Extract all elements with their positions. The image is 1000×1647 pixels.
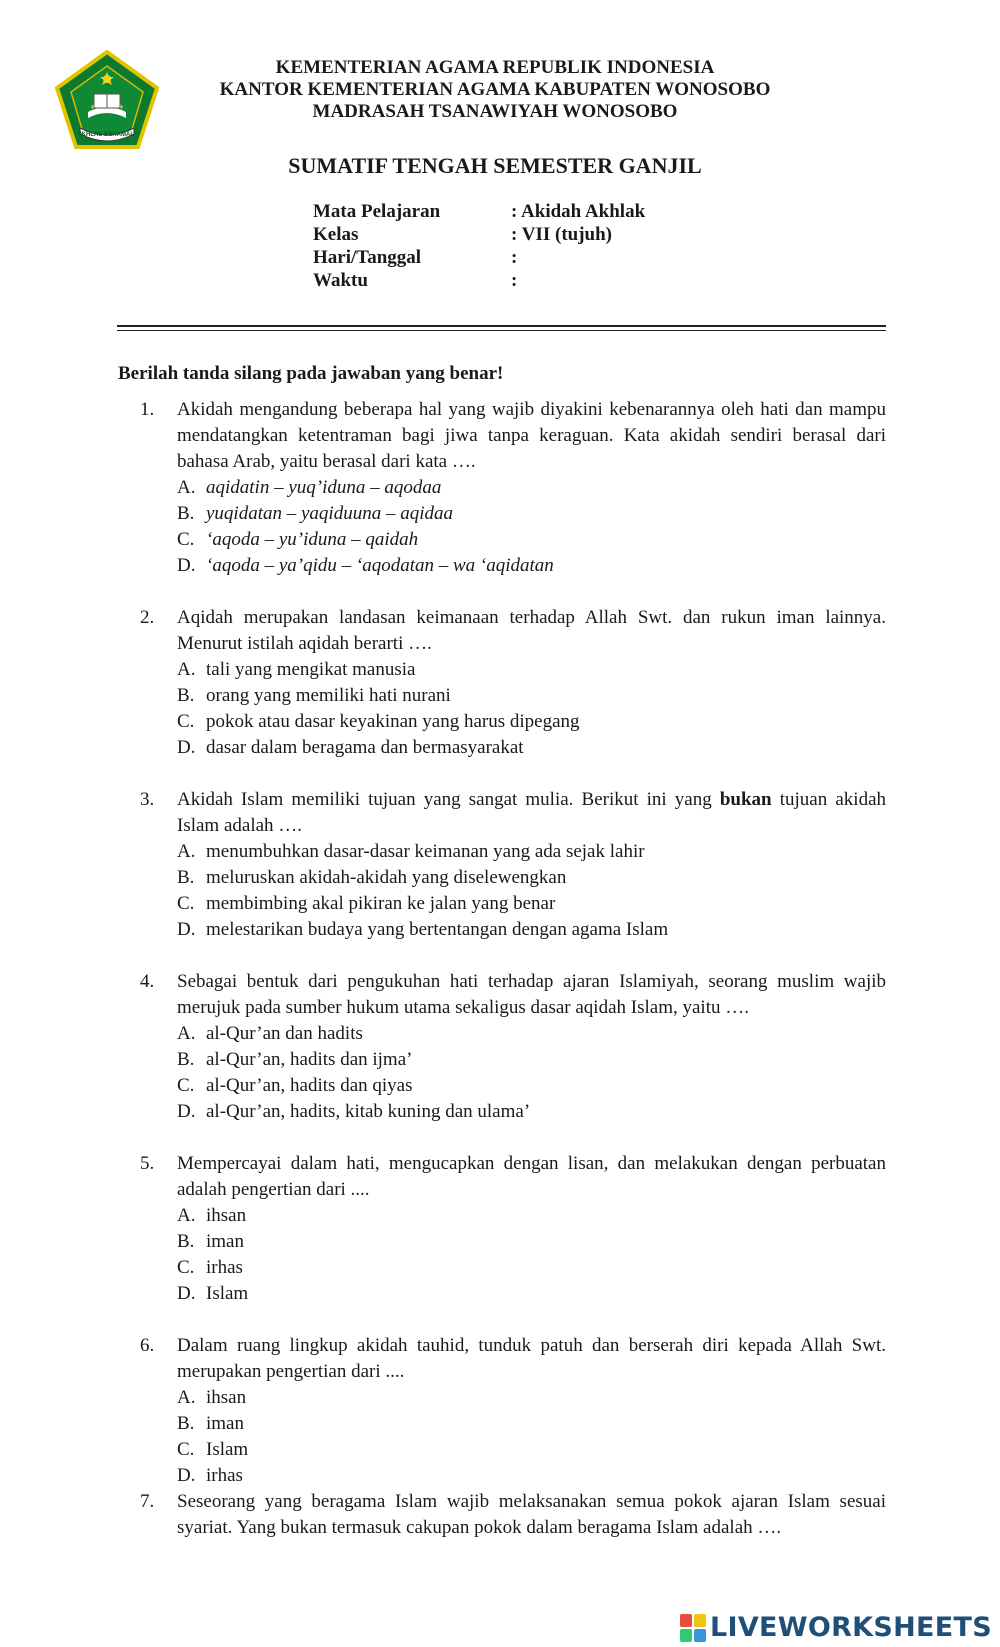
question-number: 5. xyxy=(140,1153,155,1174)
header-line-1: KEMENTERIAN AGAMA REPUBLIK INDONESIA xyxy=(275,57,715,78)
question-7 xyxy=(140,1489,886,1541)
question-list xyxy=(140,397,886,1541)
option-letter: A. xyxy=(177,477,196,498)
option-text: al-Qur’an, hadits dan ijma’ xyxy=(206,1049,413,1070)
option-letter: C. xyxy=(177,1075,195,1096)
option-text: dasar dalam beragama dan bermasyarakat xyxy=(206,737,524,758)
option-letter: C. xyxy=(177,893,195,914)
option-text: membimbing akal pikiran ke jalan yang benar xyxy=(206,893,556,914)
option-letter: C. xyxy=(177,711,195,732)
answer-option[interactable] xyxy=(177,553,886,579)
answer-option[interactable] xyxy=(177,709,886,735)
answer-option[interactable] xyxy=(177,1385,886,1411)
answer-option[interactable] xyxy=(177,1099,886,1125)
meta-row xyxy=(313,269,645,292)
meta-value: : xyxy=(511,270,518,291)
meta-value: : xyxy=(511,247,518,268)
question-stem xyxy=(177,787,886,839)
question-5 xyxy=(140,1151,886,1307)
option-letter: D. xyxy=(177,555,196,576)
option-text: ‘aqoda – ya’qidu – ‘aqodatan – wa ‘aqidatan xyxy=(206,555,554,576)
question-number: 1. xyxy=(140,399,155,420)
option-text: meluruskan akidah-akidah yang diselewengkan xyxy=(206,867,567,888)
option-letter: A. xyxy=(177,1023,196,1044)
question-stem: Seseorang yang beragama Islam wajib melaksanakan semua pokok ajaran Islam sesuai syariat. Yang bukan termasuk cakupan pokok dalam beragama Islam adalah …. xyxy=(177,1491,886,1538)
stem-text: Akidah Islam memiliki tujuan yang sangat mulia. Berikut ini yang xyxy=(177,789,720,810)
answer-option[interactable] xyxy=(177,501,886,527)
option-text: menumbuhkan dasar-dasar keimanan yang ada sejak lahir xyxy=(206,841,645,862)
answer-option[interactable] xyxy=(177,917,886,943)
answer-option[interactable] xyxy=(177,1411,886,1437)
option-letter: B. xyxy=(177,1413,195,1434)
answer-option[interactable] xyxy=(177,1203,886,1229)
option-text: Islam xyxy=(206,1439,249,1460)
question-4 xyxy=(140,969,886,1125)
question-number: 3. xyxy=(140,789,155,810)
question-number: 6. xyxy=(140,1335,155,1356)
option-text: al-Qur’an, hadits dan qiyas xyxy=(206,1075,413,1096)
option-letter: A. xyxy=(177,1205,196,1226)
watermark-text: LIVEWORKSHEETS xyxy=(709,1612,992,1643)
instruction: Berilah tanda silang pada jawaban yang benar! xyxy=(118,363,504,384)
option-text: yuqidatan – yaqiduuna – aqidaa xyxy=(206,503,453,524)
exam-meta xyxy=(313,200,645,292)
option-text: Islam xyxy=(206,1283,249,1304)
question-number: 2. xyxy=(140,607,155,628)
liveworksheets-logo-icon xyxy=(680,1614,706,1642)
divider-thick xyxy=(117,325,886,327)
divider-thin xyxy=(117,330,886,331)
answer-option[interactable] xyxy=(177,1255,886,1281)
question-2 xyxy=(140,605,886,761)
question-6 xyxy=(140,1333,886,1489)
option-letter: C. xyxy=(177,1439,195,1460)
answer-option[interactable] xyxy=(177,657,886,683)
answer-option[interactable] xyxy=(177,475,886,501)
question-stem: Sebagai bentuk dari pengukuhan hati terhadap ajaran Islamiyah, seorang muslim wajib merujuk pada sumber hukum utama sekaligus dasar aqidah Islam, yaitu …. xyxy=(177,971,886,1018)
answer-option[interactable] xyxy=(177,839,886,865)
option-letter: B. xyxy=(177,685,195,706)
answer-option[interactable] xyxy=(177,1021,886,1047)
option-letter: D. xyxy=(177,919,196,940)
option-text: melestarikan budaya yang bertentangan dengan agama Islam xyxy=(206,919,669,940)
answer-option[interactable] xyxy=(177,1047,886,1073)
answer-option[interactable] xyxy=(177,1463,886,1489)
kemenag-logo xyxy=(54,50,160,150)
question-stem: Dalam ruang lingkup akidah tauhid, tunduk patuh dan berserah diri kepada Allah Swt. merupakan pengertian dari .... xyxy=(177,1335,886,1382)
meta-label: Hari/Tanggal xyxy=(313,247,422,268)
question-stem: Akidah mengandung beberapa hal yang wajib diyakini kebenarannya oleh hati dan mampu mendatangkan ketentraman bagi jiwa tanpa keraguan. Kata akidah sendiri berasal dari bahasa Arab, yaitu berasal dari kata …. xyxy=(177,399,886,472)
option-letter: D. xyxy=(177,1283,196,1304)
page-title: SUMATIF TENGAH SEMESTER GANJIL xyxy=(288,153,702,178)
option-letter: B. xyxy=(177,1231,195,1252)
answer-option[interactable] xyxy=(177,1229,886,1255)
question-number: 7. xyxy=(140,1491,155,1512)
option-letter: C. xyxy=(177,1257,195,1278)
option-letter: B. xyxy=(177,503,195,524)
stem-emphasis: bukan xyxy=(719,789,772,810)
option-text: al-Qur’an, hadits, kitab kuning dan ulama’ xyxy=(206,1101,531,1122)
option-text: pokok atau dasar keyakinan yang harus dipegang xyxy=(206,711,580,732)
option-text: irhas xyxy=(206,1257,243,1278)
option-letter: D. xyxy=(177,737,196,758)
option-text: irhas xyxy=(206,1465,243,1486)
meta-row xyxy=(313,200,645,223)
option-text: iman xyxy=(206,1413,244,1434)
option-text: iman xyxy=(206,1231,244,1252)
meta-label: Waktu xyxy=(313,270,368,291)
answer-option[interactable] xyxy=(177,865,886,891)
answer-option[interactable] xyxy=(177,735,886,761)
option-letter: B. xyxy=(177,867,195,888)
meta-row xyxy=(313,223,645,246)
answer-option[interactable] xyxy=(177,683,886,709)
answer-option[interactable] xyxy=(177,1437,886,1463)
option-letter: A. xyxy=(177,841,196,862)
answer-option[interactable] xyxy=(177,1073,886,1099)
option-letter: A. xyxy=(177,1387,196,1408)
option-text: ‘aqoda – yu’iduna – qaidah xyxy=(206,529,419,550)
stem-text: tujuan akidah Islam adalah …. xyxy=(177,789,887,836)
option-text: ihsan xyxy=(206,1205,247,1226)
header-line-3: MADRASAH TSANAWIYAH WONOSOBO xyxy=(312,101,678,122)
option-letter: B. xyxy=(177,1049,195,1070)
question-1 xyxy=(140,397,886,579)
meta-value: : VII (tujuh) xyxy=(511,224,613,245)
option-text: al-Qur’an dan hadits xyxy=(206,1023,363,1044)
answer-option[interactable] xyxy=(177,891,886,917)
option-text: aqidatin – yuq’iduna – aqodaa xyxy=(206,477,442,498)
question-3 xyxy=(140,787,886,943)
meta-value: : Akidah Akhlak xyxy=(511,201,646,222)
option-letter: A. xyxy=(177,659,196,680)
option-text: orang yang memiliki hati nurani xyxy=(206,685,451,706)
option-text: tali yang mengikat manusia xyxy=(206,659,416,680)
option-letter: C. xyxy=(177,529,195,550)
question-stem: Aqidah merupakan landasan keimanaan terhadap Allah Swt. dan rukun iman lainnya. Menurut istilah aqidah berarti …. xyxy=(177,607,886,654)
answer-option[interactable] xyxy=(177,527,886,553)
question-stem: Mempercayai dalam hati, mengucapkan dengan lisan, dan melakukan dengan perbuatan adalah pengertian dari .... xyxy=(177,1153,886,1200)
svg-text:IKHLAS BERAMAL: IKHLAS BERAMAL xyxy=(80,132,134,138)
option-letter: D. xyxy=(177,1101,196,1122)
meta-row xyxy=(313,246,645,269)
question-number: 4. xyxy=(140,971,155,992)
liveworksheets-watermark xyxy=(680,1612,992,1643)
option-text: ihsan xyxy=(206,1387,247,1408)
meta-label: Kelas xyxy=(313,224,359,245)
option-letter: D. xyxy=(177,1465,196,1486)
header-line-2: KANTOR KEMENTERIAN AGAMA KABUPATEN WONOSOBO xyxy=(219,79,771,100)
meta-label: Mata Pelajaran xyxy=(313,201,441,222)
answer-option[interactable] xyxy=(177,1281,886,1307)
